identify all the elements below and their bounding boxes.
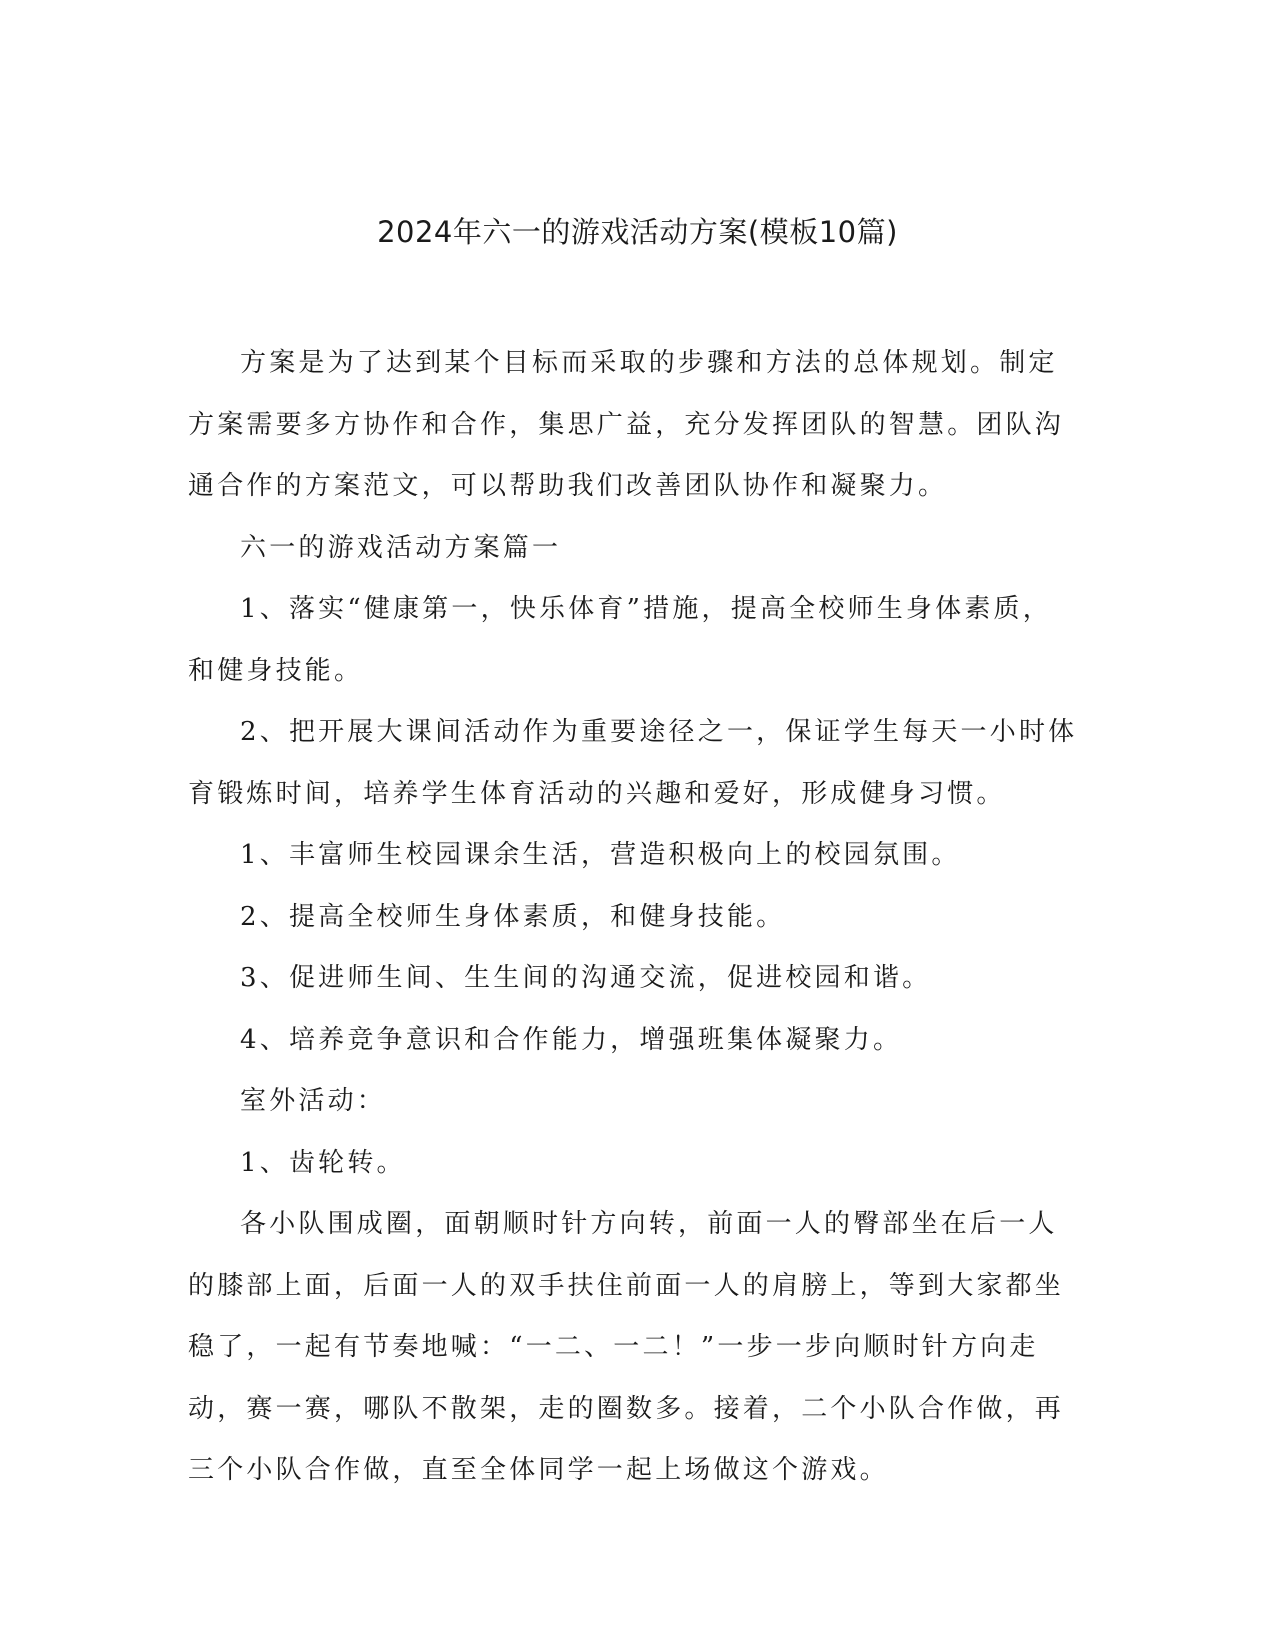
paragraph: 1、落实“健康第一，快乐体育”措施，提高全校师生身体素质，和健身技能。 xyxy=(188,594,1052,686)
paragraph: 各小队围成圈，面朝顺时针方向转，前面一人的臀部坐在后一人的膝部上面，后面一人的双手扶住前面一人的肩膀上，等到大家都坐稳了，一起有节奏地喊：“一二、一二！”一步一步向顺时针方向走动，赛一赛，哪队不散架，走的圈数多。接着，二个小队合作做，再三个小队合作做，直至全体同学一起上场做这个游戏。 xyxy=(188,1209,1065,1485)
paragraph: 2、把开展大课间活动作为重要途径之一，保证学生每天一小时体育锻炼时间，培养学生体育活动的兴趣和爱好，形成健身习惯。 xyxy=(188,717,1078,809)
intro-paragraph: 方案是为了达到某个目标而采取的步骤和方法的总体规划。制定方案需要多方协作和合作，集思广益，充分发挥团队的智慧。团队沟通合作的方案范文，可以帮助我们改善团队协作和凝聚力。 xyxy=(188,348,1065,501)
section-heading: 六一的游戏活动方案篇一 xyxy=(240,532,562,563)
document-title: 2024年六一的游戏活动方案(模板10篇) xyxy=(377,215,898,249)
paragraph: 2、提高全校师生身体素质，和健身技能。 xyxy=(240,901,786,932)
list-item: 1、齿轮转。 xyxy=(240,1147,406,1178)
paragraph: 4、培养竞争意识和合作能力，增强班集体凝聚力。 xyxy=(240,1024,903,1055)
paragraph: 1、丰富师生校园课余生活，营造积极向上的校园氛围。 xyxy=(240,840,961,870)
paragraph: 3、促进师生间、生生间的沟通交流，促进校园和谐。 xyxy=(240,963,932,993)
subheading: 室外活动： xyxy=(240,1086,387,1116)
document-body xyxy=(188,333,1080,1502)
